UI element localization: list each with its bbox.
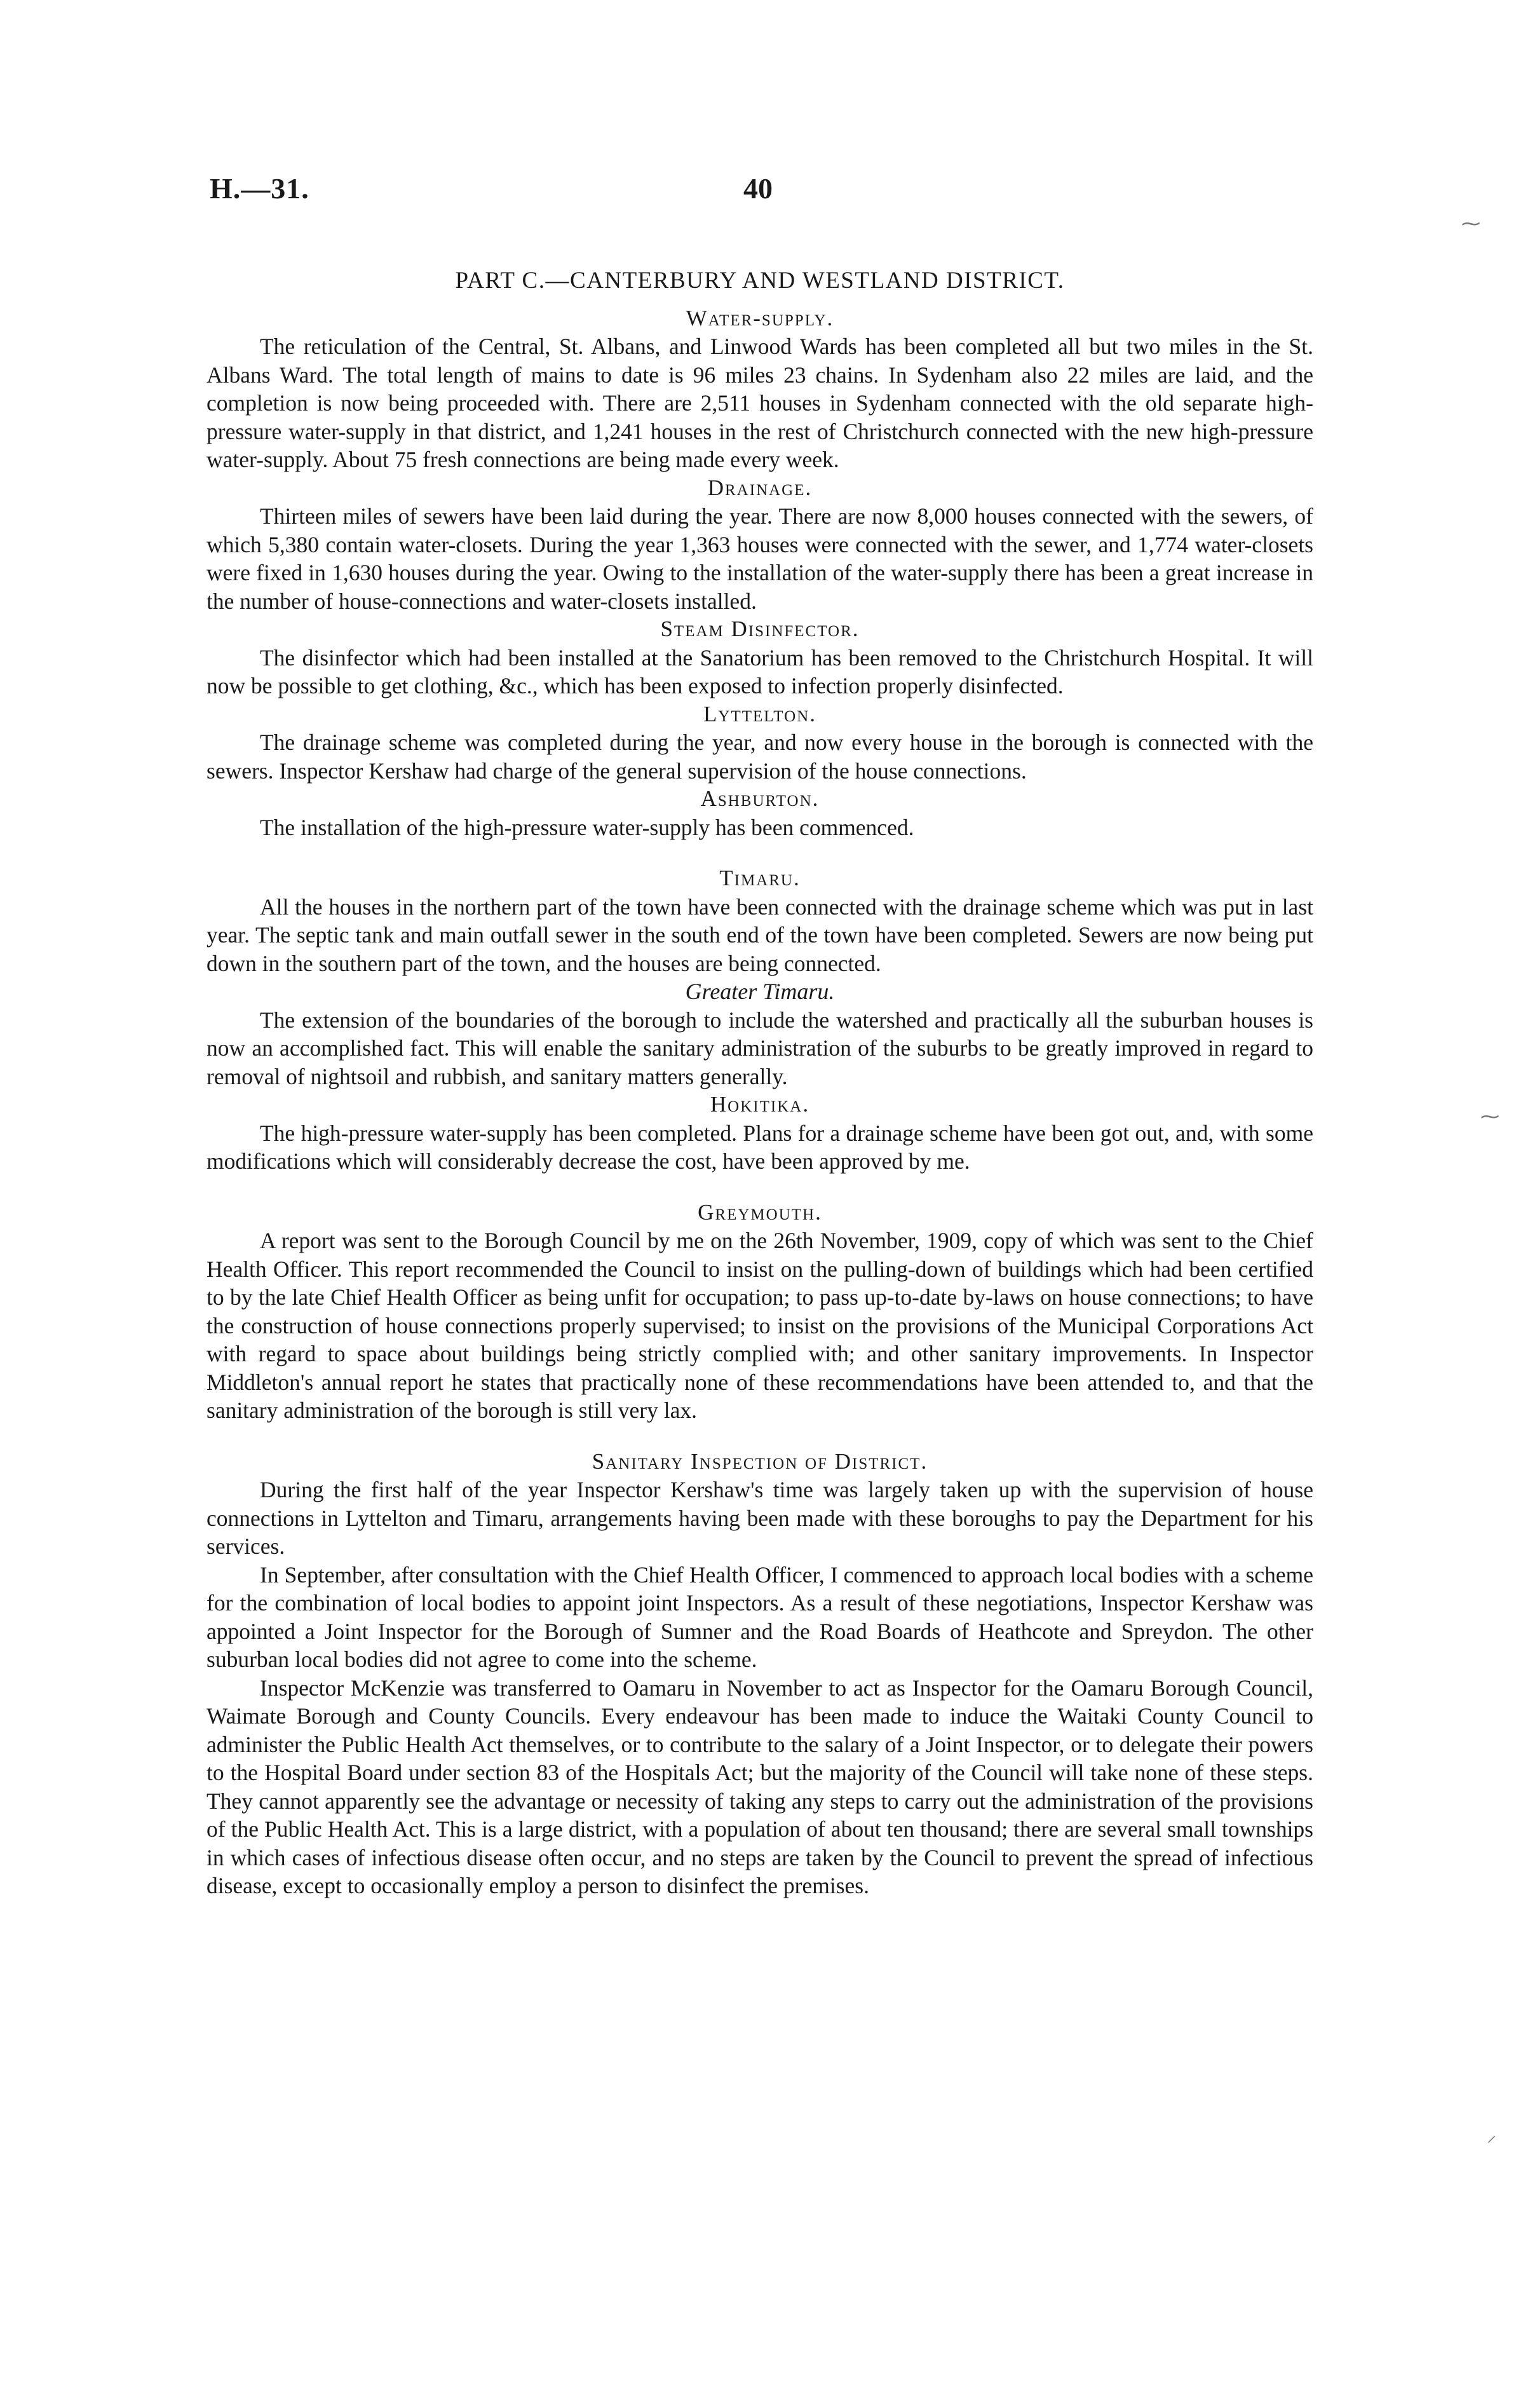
paragraph: The drainage scheme was completed during the year, and now every house in the borough is connected with the sewers. Inspector Kershaw had charge of the general supervision of the house connections. (206, 730, 1313, 784)
document-body (206, 267, 1313, 1900)
paragraph: Thirteen miles of sewers have been laid during the year. There are now 8,000 houses connected with the sewers, of which 5,380 contain water-closets. During the year 1,363 houses were connected with the sewer, and 1,774 water-closets were fixed in 1,630 houses during the year. Owing to the installation of the water-supply there has been a great increase in the number of house-connections and water-closets installed. (206, 503, 1313, 614)
page-reference: H.—31. (210, 172, 309, 205)
scan-mark: ⸍ (1487, 2132, 1496, 2154)
section-heading-drainage: Drainage. (707, 475, 813, 500)
page-number: 40 (743, 172, 773, 205)
section-heading-hokitika: Hokitika. (710, 1092, 810, 1117)
paragraph: All the houses in the northern part of the town have been connected with the drainage scheme which was put in last year. The septic tank and main outfall sewer in the south end of the town have been completed. Sewers are now being put down in the southern part of the town, and the houses are being connected. (206, 894, 1313, 976)
section-heading-lyttelton: Lyttelton. (703, 701, 816, 726)
section-heading-steam-disinfector: Steam Disinfector. (660, 616, 860, 641)
paragraph: During the first half of the year Inspector Kershaw's time was largely taken up with the supervision of house connections in Lyttelton and Timaru, arrangements having been made with these boroughs to pay the Department for his services. (206, 1477, 1313, 1559)
part-title: PART C.—CANTERBURY AND WESTLAND DISTRICT. (455, 268, 1065, 294)
subsection-heading-greater-timaru: Greater Timaru. (685, 979, 835, 1004)
paragraph: The high-pressure water-supply has been completed. Plans for a drainage scheme have been got out, and, with some modifications which will considerably decrease the cost, have been approved by me. (206, 1120, 1313, 1174)
section-heading-sanitary-inspection: Sanitary Inspection of District. (592, 1448, 928, 1474)
paragraph: A report was sent to the Borough Council by me on the 26th November, 1909, copy of which was sent to the Chief Health Officer. This report recommended the Council to insist on the pulling-down of buildings which had been certified to by the late Chief Health Officer as being unfit for occupation; to pass up-to-date by-laws on house connections; to have the construction of house connections properly supervised; to insist on the provisions of the Municipal Corporations Act with regard to space about buildings being strictly complied with; and other sanitary improvements. In Inspector Middleton's annual report he states that practically none of these recommendations have been attended to, and that the sanitary administration of the borough is still very lax. (206, 1228, 1313, 1423)
paragraph: The reticulation of the Central, St. Albans, and Linwood Wards has been completed all but two miles in the St. Albans Ward. The total length of mains to date is 96 miles 23 chains. In Sydenham also 22 miles are laid, and the completion is now being proceeded with. There are 2,511 houses in Sydenham connected with the old separate high-pressure water-supply in that district, and 1,241 houses in the rest of Christchurch connected with the new high-pressure water-supply. About 75 fresh connections are being made every week. (206, 334, 1313, 472)
scan-mark: ⁓ (1480, 1106, 1499, 1128)
section-heading-water-supply: Water-supply. (686, 305, 834, 330)
section-heading-ashburton: Ashburton. (700, 786, 820, 811)
scan-mark: ⁓ (1461, 213, 1480, 235)
paragraph: The extension of the boundaries of the borough to include the watershed and practically all the suburban houses is now an accomplished fact. This will enable the sanitary administration of the suburbs to be greatly improved in regard to removal of nightsoil and rubbish, and sanitary matters generally. (206, 1007, 1313, 1089)
paragraph: Inspector McKenzie was transferred to Oamaru in November to act as Inspector for the Oamaru Borough Council, Waimate Borough and County Councils. Every endeavour has been made to induce the Waitaki County Council to administer the Public Health Act themselves, or to contribute to the salary of a Joint Inspector, or to delegate their powers to the Hospital Board under section 83 of the Hospitals Act; but the majority of the Council will take none of these steps. They cannot apparently see the advantage or necessity of taking any steps to carry out the administration of the provisions of the Public Health Act. This is a large district, with a population of about ten thousand; there are several small townships in which cases of infectious disease often occur, and no steps are taken by the Council to prevent the spread of infectious disease, except to occasionally employ a person to disinfect the premises. (206, 1675, 1313, 1898)
paragraph: The installation of the high-pressure water-supply has been commenced. (260, 814, 914, 840)
paragraph: The disinfector which had been installed at the Sanatorium has been removed to the Christchurch Hospital. It will now be possible to get clothing, &c., which has been exposed to infection properly disinfected. (206, 644, 1313, 698)
section-heading-timaru: Timaru. (719, 866, 801, 890)
paragraph: In September, after consultation with the Chief Health Officer, I commenced to approach local bodies with a scheme for the combination of local bodies to appoint joint Inspectors. As a result of these negotiations, Inspector Kershaw was appointed a Joint Inspector for the Borough of Sumner and the Road Boards of Heathcote and Spreydon. The other suburban local bodies did not agree to come into the scheme. (206, 1561, 1313, 1672)
section-heading-greymouth: Greymouth. (698, 1199, 822, 1225)
